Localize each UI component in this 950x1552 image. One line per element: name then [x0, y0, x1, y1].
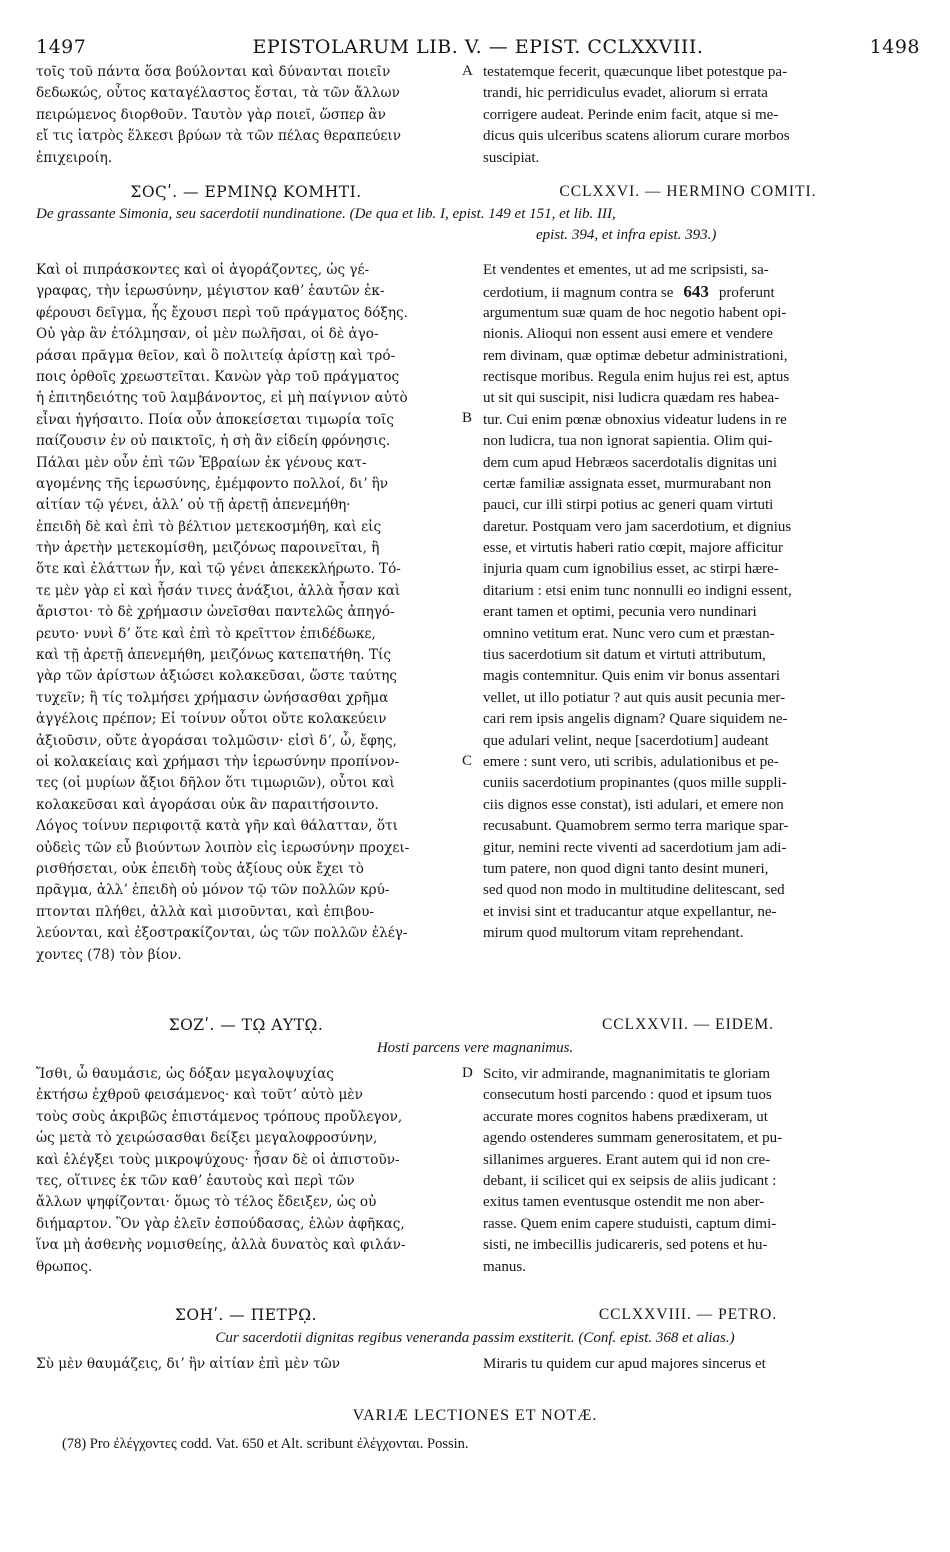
text-line: ἀγγέλοις πρέπον; Εἰ τοίνυν οὗτοι οὔτε κολακεύειν — [36, 711, 387, 728]
text-line: τυχεῖν; ἢ τίς τολμήσει χρήμασιν ὠνήσασθαι χρῆμα — [36, 689, 389, 706]
letter-278-latin-first-line — [483, 1354, 893, 1375]
text-line: Οὐ γὰρ ἂν ἐτόλμησαν, οἱ μὲν πωλῆσαι, οἱ δὲ ἀγο- — [36, 326, 379, 343]
text-line: nionis. Alioqui non essent ausi emere et vendere — [483, 326, 773, 343]
text-line: dicus quis ulceribus scatens aliorum curare morbos — [483, 128, 790, 145]
text-line: exitus tamen eventusque ostendit me non aber- — [483, 1194, 765, 1211]
letter-276-latin-lines — [483, 260, 893, 945]
text-line: κολακεῦσαι καὶ ἀγοράσαι οὐκ ἂν παραιτήσοιντο. — [36, 796, 379, 813]
greek-continuation-lines — [36, 62, 456, 169]
text-line: sisti, ne imbecillis judicareris, sed potens et hu- — [483, 1237, 768, 1254]
text-line: suscipiat. — [483, 149, 540, 166]
text-line: Πάλαι μὲν οὖν ἐπὶ τῶν Ἑβραίων ἐκ γένους κατ- — [36, 454, 367, 471]
text-line: αγομένης τῆς ἱερωσύνης, ἐμέμφοντο πολλοί, διʼ ἣν — [36, 475, 389, 492]
letter-276-latin-text — [483, 260, 893, 945]
letter-277-subtitle: Hosti parcens vere magnanimus. — [376, 1040, 574, 1056]
text-line: daretur. Postquam vero jam sacerdotium, et dignius — [483, 518, 792, 535]
text-line: recusabunt. Quamobrem sermo terra marique spar- — [483, 818, 789, 835]
text-line: ἵνα μὴ ἀσθενὴς νομισθείης, ἀλλὰ δυνατὸς καὶ φιλάν- — [36, 1237, 406, 1254]
text-line: mirum quod multorum vitam reprehendant. — [483, 925, 744, 942]
text-line: pauci, cur illi stirpi potius ac generi quam virtuti — [483, 497, 774, 514]
latin-continuation-lines — [483, 62, 893, 169]
text-line: πτονται πλήθει, ἀλλὰ καὶ μισοῦνται, καὶ ἐπιβου- — [36, 903, 374, 920]
footnote-78: (78) Pro ἐλέγχοντες codd. Vat. 650 et Alt. scribunt ἐλέγχονται. Possin. — [62, 1436, 469, 1452]
text-line: tur. Cui enim pœnæ obnoxius videatur ludens in re — [483, 411, 787, 428]
text-line: manus. — [483, 1258, 526, 1275]
text-line: sed quod non modo in multitudine delitescant, sed — [483, 882, 785, 899]
text-line: δεδωκώς, οὗτος καταγέλαστος ἔσται, τὰ τῶν ἄλλων — [36, 85, 400, 102]
text-line: Λόγος τοίνυν περιφοιτᾷ κατὰ γῆν καὶ θάλατταν, ὅτι — [36, 818, 398, 835]
letter-276-subtitle-2: epist. 394, et infra epist. 393.) — [536, 227, 717, 243]
text-line: καὶ τῇ ἀρετῇ ἀπενεμήθη, μειζόνως κατεπατήθη. Τίς — [36, 647, 391, 664]
text-line: trandi, hic perridiculus evadet, aliorum si errata — [483, 85, 768, 102]
letter-277-latin-lines — [483, 1064, 893, 1278]
page-number-right: 1498 — [869, 36, 920, 58]
letter-278-subtitle: Cur sacerdotii dignitas regibus veneranda passim exstiterit. (Conf. epist. 368 et alias.) — [215, 1330, 735, 1346]
text-line: πρᾶγμα, ἀλλʼ ἐπειδὴ οὐ μόνον τῷ τῶν πολλῶν κρύ- — [36, 882, 390, 899]
letter-276-greek-lines — [36, 260, 456, 966]
text-line: rasse. Quem enim capere studuisti, captum dimi- — [483, 1215, 777, 1232]
text-line: τοῖς τοῦ πάντα ὅσα βούλονται καὶ δύνανται ποιεῖν — [36, 64, 391, 80]
text-line: accurate mores cognitos habens prædixeram, ut — [483, 1108, 768, 1125]
text-line: ἐπιχειροίη. — [36, 149, 113, 166]
text-line: λεύονται, καὶ ἐξοστρακίζονται, ὡς τῶν πολλῶν ἐλέγ- — [36, 925, 408, 942]
letter-277-greek-lines — [36, 1064, 456, 1278]
text-line — [483, 281, 893, 302]
text-line: magis contemnitur. Quis enim vir bonus assentari — [483, 668, 781, 685]
text-line: tius sacerdotium sit datum et virtuti attributum, — [483, 647, 766, 664]
text-line: τοὺς σοὺς ἀκριβῶς ἐπιστάμενος τρόπους προὔλεγον, — [36, 1108, 403, 1125]
text-line: consecutum hosti parcendo : quod et ipsum tuos — [483, 1087, 772, 1104]
margin-letter-a: A — [462, 63, 473, 79]
text-line: θρωπος. — [36, 1258, 93, 1275]
letter-276-heading-greek: ΣΟϚʹ. — ΕΡΜΙΝῼ ΚΟΜΗΤΙ. — [130, 183, 362, 201]
text-line: et invisi sint et traducantur atque expellantur, ne- — [483, 903, 777, 920]
column-number: 643 — [683, 282, 709, 302]
text-line: διήμαρτον. Ὃν γὰρ ἑλεῖν ἐσπούδασας, ἑλὼν ἀφῆκας, — [36, 1215, 405, 1232]
text-line: Σὺ μὲν θαυμάζεις, διʼ ἣν αἰτίαν ἐπὶ μὲν τῶν — [36, 1356, 341, 1372]
letter-276-subtitle-1: De grassante Simonia, seu sacerdotii nundinatione. (De qua et lib. I, epist. 149 et 151, et lib. III, — [36, 206, 616, 222]
text-line: ράσαι πρᾶγμα θεῖον, καὶ ὃ πολιτείᾳ ἀρίστῃ καὶ τρό- — [36, 347, 396, 364]
text-line: argumentum suæ quam de hoc negotio habent opi- — [483, 304, 787, 321]
text-line: esse, et virtutis haberi ratio cœpit, majore afficitur — [483, 540, 784, 557]
notes-title: VARIÆ LECTIONES ET NOTÆ. — [352, 1407, 598, 1424]
text-line: non ludicra, tua non ignorat sapientia. Olim qui- — [483, 433, 773, 450]
text-line: certæ familiæ assignata esset, murmurabant non — [483, 475, 772, 492]
text-line: rectisque moribus. Regula enim hujus rei est, aptus — [483, 368, 790, 385]
text-line: rem divinam, quæ optimæ debetur administrationi, — [483, 347, 788, 364]
text-line: cuniis sacerdotium propinantes (quos mille suppli- — [483, 775, 787, 792]
text-line: παίζουσιν ἐν οὐ παικτοῖς, ἡ σὴ ἂν εἰδείη φρόνησις. — [36, 433, 391, 450]
text-line: debant, ii scilicet qui ex seipsis de aliis judicant : — [483, 1172, 777, 1189]
text-line: ἐπειδὴ δὲ καὶ ἐπὶ τὸ βέλτιον μετεκοσμήθη, καὶ εἰς — [36, 518, 382, 535]
latin-continuation — [483, 62, 893, 169]
text-line: Καὶ οἱ πιπράσκοντες καὶ οἱ ἀγοράζοντες, ὡς γέ- — [36, 262, 370, 278]
text-segment: cerdotium, ii magnum contra se — [483, 285, 674, 302]
text-line: ciis dignos esse constat), isti adulari, et emere non — [483, 796, 784, 813]
letter-277-heading-latin: CCLXXVII. — EIDEM. — [601, 1016, 775, 1033]
text-line: Ἴσθι, ὦ θαυμάσιε, ὡς δόξαν μεγαλοψυχίας — [36, 1066, 334, 1082]
text-line: vellet, ut illo potiatur ? aut quis ausit pecunia mer- — [483, 689, 786, 706]
text-line: τε μὲν γὰρ εἰ καὶ ἦσάν τινες ἀνάξιοι, ἀλλὰ ἦσαν καὶ — [36, 582, 401, 599]
text-line: πειρώμενος διορθοῦν. Ταυτὸν γὰρ ποιεῖ, ὥσπερ ἂν — [36, 106, 386, 123]
text-line: οἱ κολακείαις καὶ χρήμασι τὴν ἱερωσύνην προπίνον- — [36, 753, 400, 770]
text-line: γραφας, τὴν ἱερωσύνην, μέγιστον καθʼ ἑαυτῶν ἐκ- — [36, 283, 385, 300]
margin-letter-d: D — [462, 1065, 473, 1081]
text-line: ut sit qui suscipit, nisi ludicra quædam res habea- — [483, 390, 780, 407]
text-line: agendo ostenderes summam generositatem, et pu- — [483, 1130, 783, 1147]
text-segment: proferunt — [718, 285, 775, 302]
text-line: ρευτο· νυνὶ δʼ ὅτε καὶ ἐπὶ τὸ κρεῖττον ἐπιδέδωκε, — [36, 625, 376, 642]
text-line: cari rem ipsis angelis dignam? Quare siquidem ne- — [483, 711, 788, 728]
text-line: ἡ ἐπιτηδειότης τοῦ λαμβάνοντος, εἰ μὴ παίγνιον αὐτὸ — [36, 390, 408, 407]
greek-continuation — [36, 62, 456, 169]
text-line: erant tamen et optimi, pecunia vero nundinari — [483, 604, 757, 621]
text-line: que adulari velint, neque [sacerdotium] audeant — [483, 732, 769, 749]
running-title: EPISTOLARUM LIB. V. — EPIST. CCLXXVIII. — [252, 36, 704, 58]
text-line: ἄριστοι· τὸ δὲ χρήμασιν ὠνεῖσθαι παντελῶς ἀπηγό- — [36, 604, 395, 621]
text-line: εἶναι ἡγήσαιτο. Ποία οὖν ἀποκείσεται τιμωρία τοῖς — [36, 411, 394, 428]
text-line: τες, οἵτινες ἐκ τῶν καθʼ ἑαυτοὺς καὶ περὶ τῶν — [36, 1172, 355, 1189]
text-line: testatemque fecerit, quæcunque libet potestque pa- — [483, 64, 788, 80]
text-line: gitur, nemini recte viventi ad sacerdotium jam adi- — [483, 839, 787, 856]
margin-letter-c: C — [462, 753, 473, 769]
margin-letter-b: B — [462, 410, 473, 426]
letter-278-heading-greek: ΣΟΗʹ. — ΠΕΤΡῼ. — [174, 1306, 318, 1324]
text-line: injuria quam cum ignobilius esset, ac stirpi hære- — [483, 561, 779, 578]
text-line: ἀξιοῦσιν, οὔτε ἀγοράσαι τολμῶσιν· εἰσὶ δʼ, ὦ, ἔφης, — [36, 732, 397, 749]
text-line: ρισθήσεται, οὐκ ἐπειδὴ τοὺς ἀξίους οὐκ ἔχει τὸ — [36, 860, 364, 877]
text-line: corrigere audeat. Perinde enim facit, atque si me- — [483, 106, 779, 123]
letter-276-greek-text — [36, 260, 456, 966]
text-line: Et vendentes et ementes, ut ad me scripsisti, sa- — [483, 262, 769, 278]
text-line: ὡς μετὰ τὸ χειρώσασθαι δείξει μεγαλοφροσύνην, — [36, 1130, 378, 1147]
text-line: εἴ τις ἰατρὸς ἕλκεσι βρύων τὰ τῶν πέλας θεραπεύειν — [36, 128, 401, 145]
text-line: ἄλλων ψηφίζονται· ὅμως τὸ τέλος ἔδειξεν, ὡς οὐ — [36, 1194, 377, 1211]
letter-277-latin-text — [483, 1064, 893, 1278]
page-number-left: 1497 — [36, 36, 87, 58]
text-line: χοντες (78) τὸν βίον. — [36, 946, 182, 963]
text-line: omnino vetitum erat. Nunc vero cum et præstan- — [483, 625, 775, 642]
text-line: ἐκτήσω ἐχθροῦ φεισάμενος· καὶ τοῦτʼ αὐτὸ μὲν — [36, 1087, 363, 1104]
text-line: emere : sunt vero, uti scribis, adulationibus et pe- — [483, 753, 779, 770]
text-line: ποις ὀρθοῖς χρεωστεῖται. Κανὼν γὰρ τοῦ πράγματος — [36, 368, 400, 385]
text-line: καὶ ἐλέγξει τοὺς μικροψύχους· ἦσαν δὲ οἱ ἀπιστοῦν- — [36, 1151, 400, 1168]
letter-277-heading-greek: ΣΟΖʹ. — Τῼ ΑΥΤῼ. — [168, 1016, 324, 1034]
text-line: τὴν ἀρετὴν μετεκομίσθη, μειζόνως παροινεῖται, ἢ — [36, 540, 380, 557]
text-line: φέρουσι δεῖγμα, ἧς ἔχουσι περὶ τοῦ πράγματος δόξης. — [36, 304, 408, 321]
text-line: οὐδεὶς τῶν εὖ βιούντων λοιπὸν εἰς ἱερωσύνην προχει- — [36, 839, 410, 856]
letter-276-heading-latin: CCLXXVI. — HERMINO COMITI. — [559, 183, 817, 200]
letter-277-greek-text — [36, 1064, 456, 1278]
text-line: sillanimes argueres. Erant autem qui id non cre- — [483, 1151, 771, 1168]
text-line: ditarium : etsi enim tunc nonnulli eo indigni essent, — [483, 582, 792, 599]
text-line: γὰρ τῶν ἀρίστων ἀξιώσει κολακεῦσαι, ὥστε ταύτης — [36, 668, 398, 685]
text-line: τες (οἱ μυρίων ἄξιοι δῆλον ὅτι τιμωριῶν), οὗτοι καὶ — [36, 775, 395, 792]
text-line: dem cum apud Hebræos sacerdotalis dignitas uni — [483, 454, 778, 471]
letter-278-heading-latin: CCLXXVIII. — PETRO. — [598, 1306, 778, 1323]
text-line: ὅτε καὶ ἐλάττων ἦν, καὶ τῷ γένει ἀπεκεκλήρωτο. Τό- — [36, 561, 401, 578]
letter-278-greek-first-line — [36, 1354, 456, 1375]
text-line: tum patere, non quod digni tanto desint muneri, — [483, 860, 769, 877]
text-line: Scito, vir admirande, magnanimitatis te gloriam — [483, 1066, 771, 1082]
text-line: Miraris tu quidem cur apud majores sincerus et — [483, 1356, 766, 1372]
text-line: αἰτίαν τῷ γένει, ἀλλʼ οὐ τῇ ἀρετῇ ἀπενεμήθη· — [36, 497, 351, 514]
